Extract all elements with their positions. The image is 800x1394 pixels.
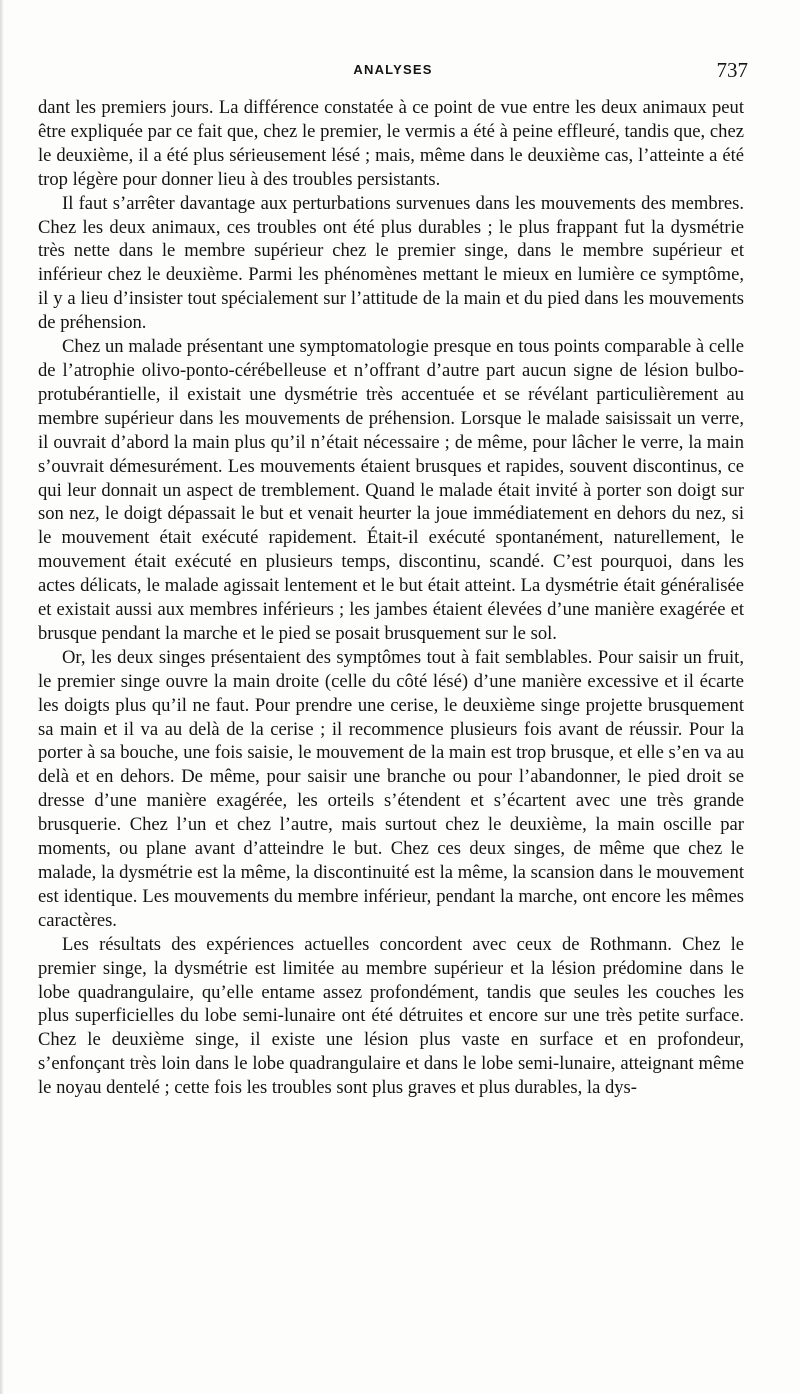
- paragraph-3: Chez un malade présentant une symptomatologie presque en tous points comparable à celle de l’atrophie olivo-ponto-cérébelleuse et n’offrant d’autre part aucun signe de lésion bulbo-protubérantielle, il existait une dysmétrie très accentuée et se révélant particulièrement au membre supérieur dans les mouvements de préhension. Lorsque le malade saisissait un verre, il ouvrait d’abord la main plus qu’il n’était nécessaire ; de même, pour lâcher le verre, la main s’ouvrait démesurément. Les mouvements étaient brusques et rapides, souvent discontinus, ce qui leur donnait un aspect de tremblement. Quand le malade était invité à porter son doigt sur son nez, le doigt dépassait le but et venait heurter la joue immédiatement en dehors du nez, si le mouvement était exécuté rapidement. Était-il exécuté spontanément, naturellement, le mouvement était exécuté en plusieurs temps, discontinu, scandé. C’est pourquoi, dans les actes délicats, le malade agissait lentement et le but était atteint. La dysmétrie était généralisée et existait aussi aux membres inférieurs ; les jambes étaient élevées d’une manière exagérée et brusque pendant la marche et le pied se posait brusquement sur le sol.: [38, 336, 744, 644]
- paragraph-1: dant les premiers jours. La différence constatée à ce point de vue entre les deux animaux peut être expliquée par ce fait que, chez le premier, le vermis a été à peine effleuré, tandis que, chez le deuxième, il a été plus sérieusement lésé ; mais, même dans le deuxième cas, l’atteinte a été trop légère pour donner lieu à des troubles persistants.: [38, 97, 744, 190]
- paragraph-5: Les résultats des expériences actuelles concordent avec ceux de Rothmann. Chez le premier singe, la dysmétrie est limitée au membre supérieur et la lésion prédomine dans le lobe quadrangulaire, qu’elle entame assez profondément, tandis que seules les couches les plus superficielles du lobe semi-lunaire ont été détruites et encore sur une très petite surface. Chez le deuxième singe, il existe une lésion plus vaste en surface et en profondeur, s’enfonçant très loin dans le lobe quadrangulaire et dans le lobe semi-lunaire, atteignant même le noyau dentelé ; cette fois les troubles sont plus graves et plus durables, la dys-: [38, 933, 744, 1099]
- body-text: [38, 96, 744, 1100]
- paragraph-2: Il faut s’arrêter davantage aux perturbations survenues dans les mouvements des membres. Chez les deux animaux, ces troubles ont été plus durables ; le plus frappant fut la dysmétrie très nette dans le membre supérieur chez le premier singe, dans le membre supérieur et inférieur chez le deuxième. Parmi les phénomènes mettant le mieux en lumière ce symptôme, il y a lieu d’insister tout spécialement sur l’attitude de la main et du pied dans les mouvements de préhension.: [38, 192, 744, 334]
- page-edge-shadow: [0, 0, 4, 1394]
- page-number: 737: [716, 58, 748, 82]
- running-header: [38, 58, 748, 86]
- paragraph-4: Or, les deux singes présentaient des symptômes tout à fait semblables. Pour saisir un fruit, le premier singe ouvre la main droite (celle du côté lésé) d’une manière excessive et il écarte les doigts plus qu’il ne faut. Pour prendre une cerise, le deuxième singe projette brusquement sa main et il va au delà de la cerise ; il recommence plusieurs fois avant de réussir. Pour la porter à sa bouche, une fois saisie, le mouvement de la main est trop brusque, et elle s’en va au delà et en dehors. De même, pour saisir une branche ou pour l’abandonner, le pied droit se dresse d’une manière exagérée, les orteils s’étendent et s’écartent avec une très grande brusquerie. Chez l’un et chez l’autre, mais surtout chez le deuxième, la main oscille par moments, ou plane avant d’atteindre le but. Chez ces deux singes, de même que chez le malade, la dysmétrie est la même, la discontinuité est la même, la scansion dans le mouvement est identique. Les mouvements du membre inférieur, pendant la marche, ont encore les mêmes caractères.: [38, 646, 744, 931]
- running-title: ANALYSES: [353, 62, 433, 77]
